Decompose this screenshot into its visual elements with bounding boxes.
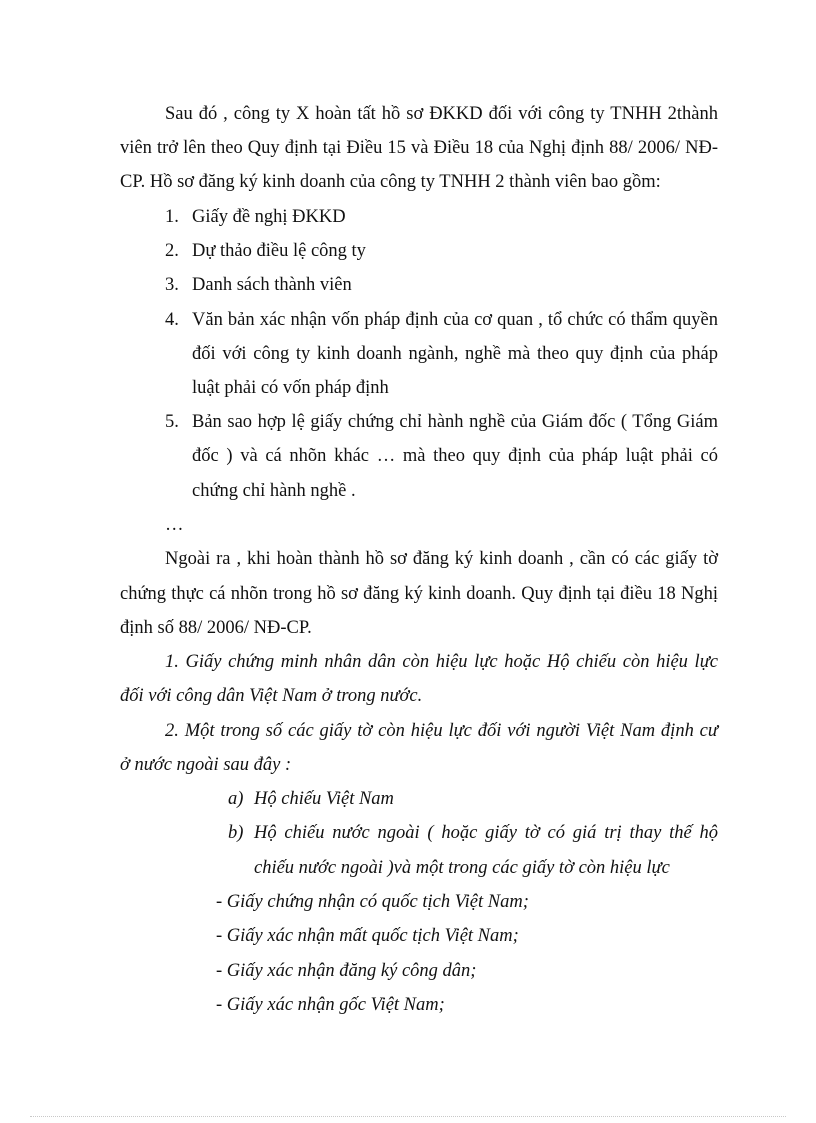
footer-divider: [30, 1116, 786, 1117]
list-item-number: 5.: [165, 412, 179, 432]
dash-item: - Giấy xác nhận đăng ký công dân;: [216, 961, 477, 981]
list-item-number: 2.: [165, 241, 179, 261]
list-item-text: Văn bản xác nhận vốn pháp định của cơ quan , tổ chức có thẩm quyền: [192, 310, 718, 330]
list-item-text: chứng chỉ hành nghề .: [192, 481, 356, 501]
dash-item: - Giấy xác nhận mất quốc tịch Việt Nam;: [216, 926, 519, 946]
dash-item: - Giấy chứng nhận có quốc tịch Việt Nam;: [216, 892, 529, 912]
list-item-number: 4.: [165, 310, 179, 330]
italic-p2-line-1: 2. Một trong số các giấy tờ còn hiệu lực đối với người Việt Nam định cư: [165, 721, 718, 741]
list-item-text: luật phải có vốn pháp định: [192, 378, 389, 398]
para2-line-3: định số 88/ 2006/ NĐ-CP.: [120, 618, 312, 638]
sub-item-text: Hộ chiếu Việt Nam: [254, 789, 394, 809]
italic-p1-line-1: 1. Giấy chứng minh nhân dân còn hiệu lực hoặc Hộ chiếu còn hiệu lực: [165, 652, 718, 672]
para2-line-2: chứng thực cá nhõn trong hồ sơ đăng ký kinh doanh. Quy định tại điều 18 Nghị: [120, 584, 718, 604]
intro-line-3: CP. Hồ sơ đăng ký kinh doanh của công ty TNHH 2 thành viên bao gồm:: [120, 172, 661, 192]
list-item-text: Giấy đề nghị ĐKKD: [192, 207, 346, 227]
sub-item-text: chiếu nước ngoài )và một trong các giấy tờ còn hiệu lực: [254, 858, 670, 878]
dash-item: - Giấy xác nhận gốc Việt Nam;: [216, 995, 445, 1015]
list-item-text: Bản sao hợp lệ giấy chứng chỉ hành nghề của Giám đốc ( Tổng Giám: [192, 412, 718, 432]
list-item-text: đốc ) và cá nhõn khác … mà theo quy định của pháp luật phải có: [192, 446, 718, 466]
intro-line-2: viên trở lên theo Quy định tại Điều 15 và Điều 18 của Nghị định 88/ 2006/ NĐ-: [120, 138, 718, 158]
sub-item-text: Hộ chiếu nước ngoài ( hoặc giấy tờ có giá trị thay thế hộ: [254, 823, 718, 843]
list-item-number: 1.: [165, 207, 179, 227]
list-item-text: Danh sách thành viên: [192, 275, 352, 295]
list-item-text: Dự thảo điều lệ công ty: [192, 241, 366, 261]
para2-line-1: Ngoài ra , khi hoàn thành hồ sơ đăng ký kinh doanh , cần có các giấy tờ: [165, 549, 718, 569]
list-item-number: 3.: [165, 275, 179, 295]
list-item-text: đối với công ty kinh doanh ngành, nghề mà theo quy định của pháp: [192, 344, 718, 364]
sub-item-label: b): [228, 823, 244, 843]
intro-line-1: Sau đó , công ty X hoàn tất hồ sơ ĐKKD đối với công ty TNHH 2thành: [165, 104, 718, 124]
ellipsis: …: [165, 515, 184, 535]
italic-p1-line-2: đối với công dân Việt Nam ở trong nước.: [120, 686, 423, 706]
italic-p2-line-2: ở nước ngoài sau đây :: [120, 755, 292, 775]
sub-item-label: a): [228, 789, 244, 809]
